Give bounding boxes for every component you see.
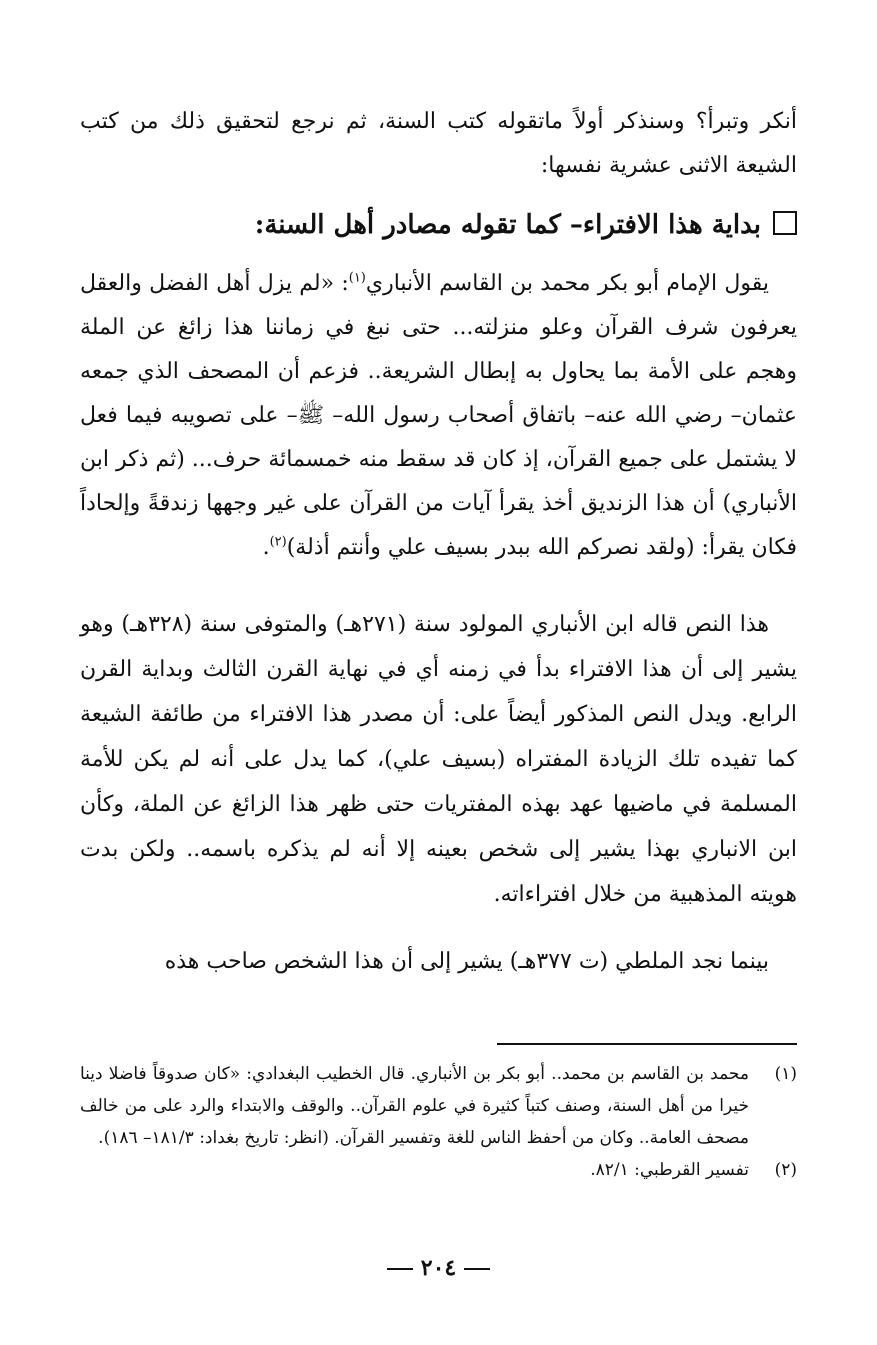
section-heading-text: بداية هذا الافتراء– كما تقوله مصادر أهل السنة:	[254, 210, 761, 240]
footnote-ref-2: (٢)	[269, 534, 287, 550]
footnote-number: (٢)	[774, 1160, 797, 1180]
footnote-text: تفسير القرطبي: ٨٢/١.	[590, 1160, 749, 1180]
footnotes	[80, 1058, 797, 1186]
section-heading	[80, 203, 797, 247]
page-number	[0, 1255, 877, 1281]
footnote-item	[80, 1154, 797, 1186]
page-number-value: ٢٠٤	[420, 1255, 457, 1281]
analysis-paragraph: هذا النص قاله ابن الأنباري المولود سنة (٢٧١هـ) والمتوفى سنة (٣٢٨هـ) وهو يشير إلى أن هذا الافتراء بدأ في زمنه أي في نهاية القرن الثالث وبداية القرن الرابع. ويدل النص المذكور أيضاً على: أن مصدر هذا الافتراء من طائفة الشيعة كما تفيده تلك الزيادة المفتراه (بسيف علي)، كما يدل على أنه لم يكن للأمة المسلمة في ماضيها عهد بهذه المفتريات حتى ظهر هذا الزائغ عن الملة، وكأن ابن الانباري بهذا يشير إلى شخص بعينه إلا أنه لم يذكره باسمه.. ولكن بدت هويته المذهبية من خلال افتراءاته.	[80, 612, 797, 907]
quote-body: : «لم يزل أهل الفضل والعقل يعرفون شرف القرآن وعلو منزلته... حتى نبغ في زماننا هذا زائغ عن الملة وهجم على الأمة بما يحاول به إبطال الشريعة.. فزعم أن المصحف الذي جمعه عثمان– رضي الله عنه– باتفاق أصحاب رسول الله– ﷺ– على تصويبه فيما فعل لا يشتمل على جميع القرآن، إذ كان قد سقط منه خمسمائة حرف... (ثم ذكر ابن الأنباري) أن هذا الزنديق أخذ يقرأ آيات من القرآن على غير وجهها زندقةً وإلحاداً فكان يقرأ: (ولقد نصركم الله ببدر بسيف علي وأنتم أذلة)	[80, 271, 797, 560]
page-number-dash	[464, 1268, 490, 1270]
checkbox-square-icon	[773, 211, 797, 235]
footnote-text: محمد بن القاسم بن محمد.. أبو بكر بن الأنباري. قال الخطيب البغدادي: «كان صدوقاً فاضلا دينا خيرا من أهل السنة، وصنف كتباً كثيرة في علوم القرآن.. والوقف والابتداء والرد على من خالف مصحف العامة.. وكان من أحفظ الناس للغة وتفسير القرآن. (انظر: تاريخ بغداد: ١٨١/٣– ١٨٦).	[80, 1064, 749, 1148]
footnote-number: (١)	[774, 1064, 797, 1084]
quote-paragraph	[80, 262, 797, 570]
footnote-ref-1: (١)	[348, 270, 366, 286]
quote-end: .	[262, 535, 270, 560]
footnote-divider	[497, 1043, 797, 1045]
intro-paragraph: أنكر وتبرأ؟ وسنذكر أولاً ماتقوله كتب السنة، ثم نرجع لتحقيق ذلك من كتب الشيعة الاثنى عشرية نفسها:	[80, 109, 797, 178]
page-number-dash	[387, 1268, 413, 1270]
closing-paragraph: بينما نجد الملطي (ت ٣٧٧هـ) يشير إلى أن هذا الشخص صاحب هذه	[164, 949, 769, 974]
footnote-item	[80, 1058, 797, 1154]
quote-lead: يقول الإمام أبو بكر محمد بن القاسم الأنباري	[365, 271, 769, 296]
